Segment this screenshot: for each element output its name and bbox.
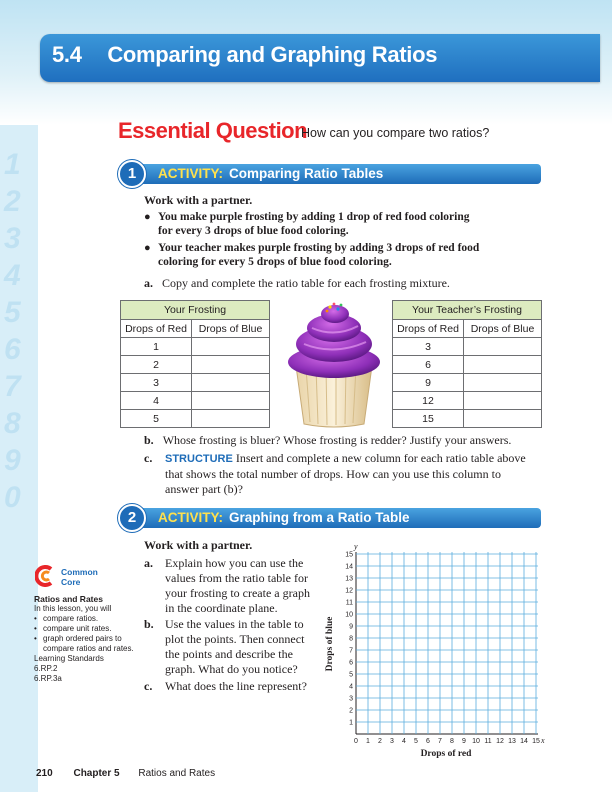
margin-digit: 4 [4, 259, 21, 292]
y-tick-label: 8 [349, 635, 353, 643]
table-cell [464, 356, 542, 374]
bullet-line: coloring for every 5 drops of blue food coloring. [158, 256, 392, 268]
table-row [393, 392, 542, 410]
activity-1-bullet-1 [144, 210, 564, 238]
table-cell [464, 338, 542, 356]
table-cell: 3 [121, 374, 192, 392]
common-core-line: Core [61, 577, 81, 587]
grid-lines [356, 552, 538, 734]
table-cell [464, 392, 542, 410]
y-axis-label: Drops of blue [325, 616, 335, 672]
part-letter: b. [144, 433, 154, 447]
footer [36, 768, 215, 779]
part-c-line: answer part (b)? [165, 482, 243, 496]
x-axis-letter: x [541, 736, 545, 745]
x-tick-label: 0 [354, 738, 358, 745]
y-tick-label: 13 [345, 575, 353, 583]
part-c-line: that shows the total number of drops. How can you use this column to [165, 467, 501, 481]
activity-keyword: ACTIVITY: [158, 166, 223, 181]
learning-standards-label: Learning Standards [34, 654, 104, 663]
essential-question-label: Essential Question [118, 118, 308, 143]
table-header: Drops of Blue [192, 320, 270, 338]
table-cell [192, 374, 270, 392]
margin-digit: 7 [4, 370, 21, 403]
activity-2-intro: Work with a partner. [144, 538, 253, 552]
y-tick-label: 6 [349, 659, 353, 667]
margin-digit: 0 [4, 481, 21, 514]
essential-question-text: How can you compare two ratios? [301, 126, 490, 140]
x-tick-label: 12 [496, 738, 504, 745]
common-core-title [61, 567, 98, 587]
bullet-dot: • [34, 614, 37, 623]
activity-1-number: 1 [118, 160, 146, 188]
part-a-text: Copy and complete the ratio table for each frosting mixture. [162, 276, 450, 290]
table-cell: 2 [121, 356, 192, 374]
table-row [393, 356, 542, 374]
activity-2-title [158, 510, 410, 525]
section-title [52, 42, 437, 68]
y-tick-label: 14 [345, 563, 353, 571]
coordinate-grid [320, 530, 560, 760]
part-line: Explain how you can use the [165, 556, 304, 570]
table-cell: 15 [393, 410, 464, 428]
sidebar-item: • compare unit rates. [34, 624, 112, 633]
part-c [144, 451, 564, 497]
table-cell: 6 [393, 356, 464, 374]
activity-1-bullet-2 [144, 241, 564, 269]
part-line: plot the points. Then connect [165, 632, 305, 646]
y-tick-label: 7 [349, 647, 353, 655]
part-letter: c. [144, 451, 153, 465]
part-letter: b. [144, 617, 154, 631]
table-row [393, 374, 542, 392]
activity-2-part-a [144, 556, 324, 616]
part-letter: a. [144, 276, 153, 290]
margin-digit: 9 [4, 444, 21, 477]
x-tick-label: 15 [532, 738, 540, 745]
part-line: the points and describe the [165, 647, 293, 661]
part-line: values from the ratio table for [165, 571, 308, 585]
part-c-line: Insert and complete a new column for each ratio table above [235, 451, 526, 465]
margin-digits [4, 148, 48, 518]
y-tick-label: 5 [349, 671, 353, 679]
x-tick-label: 1 [366, 738, 370, 745]
structure-label: STRUCTURE [165, 453, 233, 465]
table-caption: Your Teacher’s Frosting [393, 301, 542, 320]
sidebar-heading: Ratios and Rates [34, 594, 103, 604]
footer-chapter-title: Ratios and Rates [138, 768, 216, 779]
footer-chapter: Chapter 5 [73, 768, 120, 779]
x-tick-label: 6 [426, 738, 430, 745]
activity-2-title-text: Graphing from a Ratio Table [229, 510, 410, 525]
table-row [393, 410, 542, 428]
activity-1-title-text: Comparing Ratio Tables [229, 166, 384, 181]
table-cell [464, 410, 542, 428]
bullet-dot: • [34, 624, 37, 633]
margin-digit: 6 [4, 333, 21, 366]
table-row [121, 392, 270, 410]
table-header: Drops of Blue [464, 320, 542, 338]
section-title-text: Comparing and Graphing Ratios [107, 42, 438, 67]
part-letter: a. [144, 556, 153, 570]
y-tick-label: 11 [345, 599, 353, 607]
part-a [144, 276, 450, 291]
x-tick-label: 8 [450, 738, 454, 745]
bullet-dot: ● [144, 211, 151, 223]
part-line: your frosting to create a graph [165, 586, 310, 600]
x-axis-label: Drops of red [420, 749, 472, 759]
table-header: Drops of Red [393, 320, 464, 338]
sidebar-item: • compare ratios. [34, 614, 99, 623]
learning-standard: 6.RP.3a [34, 674, 62, 683]
ratio-table-your-frosting [120, 300, 270, 428]
table-header: Drops of Red [121, 320, 192, 338]
bullet-line: for every 3 drops of blue food coloring. [158, 225, 349, 237]
activity-2-part-c [144, 679, 324, 694]
table-cell: 3 [393, 338, 464, 356]
activity-1-title [158, 166, 383, 181]
table-cell [192, 410, 270, 428]
table-cell [192, 392, 270, 410]
y-tick-label: 15 [345, 551, 353, 559]
table-cell: 1 [121, 338, 192, 356]
x-tick-label: 13 [508, 738, 516, 745]
table-cell: 5 [121, 410, 192, 428]
part-line: in the coordinate plane. [165, 601, 278, 615]
part-line: graph. What do you notice? [165, 662, 298, 676]
margin-digit: 2 [4, 185, 21, 218]
activity-1-intro: Work with a partner. [144, 193, 253, 207]
y-tick-label: 12 [345, 587, 353, 595]
x-tick-label: 2 [378, 738, 382, 745]
x-tick-label: 7 [438, 738, 442, 745]
activity-2-part-b [144, 617, 324, 677]
y-tick-label: 1 [349, 719, 353, 727]
learning-standard: 6.RP.2 [34, 664, 58, 673]
y-tick-label: 3 [349, 695, 353, 703]
table-cell [464, 374, 542, 392]
margin-digit: 8 [4, 407, 21, 440]
table-cell [192, 338, 270, 356]
common-core-logo-icon [35, 565, 57, 587]
part-b-text: Whose frosting is bluer? Whose frosting is redder? Justify your answers. [162, 433, 512, 447]
bullet-dot: • [34, 634, 37, 643]
common-core-sidebar [34, 594, 134, 684]
margin-digit: 5 [4, 296, 21, 329]
y-tick-label: 9 [349, 623, 353, 631]
common-core-line: Common [61, 567, 98, 577]
section-number: 5.4 [52, 42, 82, 67]
y-axis-letter: y [354, 542, 358, 551]
table-cell: 9 [393, 374, 464, 392]
x-tick-label: 5 [414, 738, 418, 745]
grid-ticks [345, 552, 540, 746]
table-row [121, 410, 270, 428]
margin-digit: 3 [4, 222, 21, 255]
table-cell [192, 356, 270, 374]
table-row [121, 356, 270, 374]
x-tick-label: 14 [520, 738, 528, 745]
part-line: Use the values in the table to [165, 617, 304, 631]
margin-digit: 1 [4, 148, 21, 181]
table-caption: Your Frosting [121, 301, 270, 320]
x-tick-label: 11 [484, 738, 492, 745]
ratio-table-teachers-frosting [392, 300, 542, 428]
cupcake-image [280, 300, 388, 430]
activity-2-number: 2 [118, 504, 146, 532]
x-tick-label: 3 [390, 738, 394, 745]
y-tick-label: 10 [345, 611, 353, 619]
bullet-line: Your teacher makes purple frosting by adding 3 drops of red food [158, 242, 480, 254]
table-cell: 4 [121, 392, 192, 410]
table-row [121, 374, 270, 392]
part-line: What does the line represent? [165, 679, 307, 693]
part-letter: c. [144, 679, 153, 693]
page-number: 210 [36, 768, 53, 779]
sidebar-intro: In this lesson, you will [34, 604, 112, 613]
table-row [393, 338, 542, 356]
x-tick-label: 9 [462, 738, 466, 745]
x-tick-label: 10 [472, 738, 480, 745]
y-tick-label: 4 [349, 683, 353, 691]
table-row [121, 338, 270, 356]
table-cell: 12 [393, 392, 464, 410]
sidebar-item: • graph ordered pairs to compare ratios and rates. [34, 634, 134, 653]
y-tick-label: 2 [349, 707, 353, 715]
x-tick-label: 4 [402, 738, 406, 745]
activity-keyword: ACTIVITY: [158, 510, 223, 525]
bullet-dot: ● [144, 242, 151, 254]
bullet-line: You make purple frosting by adding 1 drop of red food coloring [158, 211, 470, 223]
part-b [144, 433, 511, 448]
